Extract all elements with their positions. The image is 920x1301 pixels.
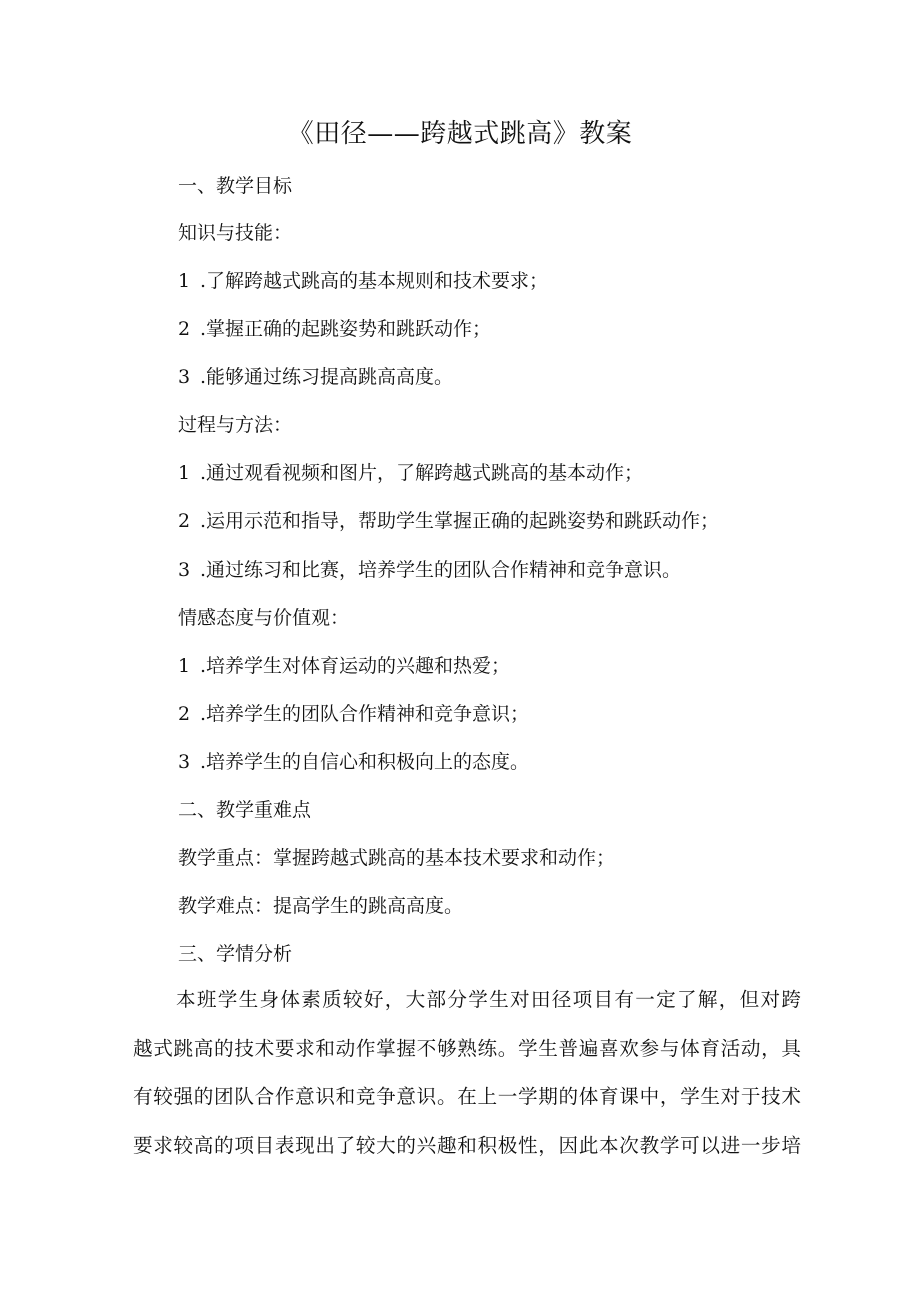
key-point-line: 教学重点：掌握跨越式跳高的基本技术要求和动作； xyxy=(178,847,616,869)
knowledge-item-1 xyxy=(178,268,548,294)
item-number: 2 xyxy=(178,318,191,340)
item-text: .掌握正确的起跳姿势和跳跃动作； xyxy=(200,318,492,340)
subheading-knowledge-skills: 知识与技能： xyxy=(178,222,293,244)
learner-analysis-paragraph xyxy=(133,976,801,1170)
item-number: 1 xyxy=(178,655,191,677)
knowledge-item-3 xyxy=(178,364,453,390)
item-text: .通过练习和比赛，培养学生的团队合作精神和竞争意识。 xyxy=(200,559,682,581)
process-item-1 xyxy=(178,460,643,486)
item-text: .培养学生的自信心和积极向上的态度。 xyxy=(200,751,530,773)
item-text: .运用示范和指导，帮助学生掌握正确的起跳姿势和跳跃动作； xyxy=(200,510,720,532)
subheading-emotion-values: 情感态度与价值观： xyxy=(178,607,350,629)
item-number: 3 xyxy=(178,751,191,773)
section-heading-objectives: 一、教学目标 xyxy=(178,175,293,197)
section-heading-key-difficult: 二、教学重难点 xyxy=(178,799,312,821)
paragraph-line-4: 要求较高的项目表现出了较大的兴趣和积极性，因此本次教学可以进一步培 xyxy=(133,1133,801,1157)
paragraph-line-2: 越式跳高的技术要求和动作掌握不够熟练。学生普遍喜欢参与体育活动，具 xyxy=(133,1036,801,1060)
item-text: .培养学生对体育运动的兴趣和热爱； xyxy=(200,655,511,677)
item-number: 2 xyxy=(178,510,191,532)
paragraph-line-1: 本班学生身体素质较好，大部分学生对田径项目有一定了解，但对跨 xyxy=(176,988,801,1011)
process-item-2 xyxy=(178,508,719,534)
item-text: .能够通过练习提高跳高高度。 xyxy=(200,366,454,388)
section-heading-learner-analysis: 三、学情分析 xyxy=(178,943,293,965)
emotion-item-1 xyxy=(178,653,510,679)
item-number: 2 xyxy=(178,703,191,725)
subheading-process-methods: 过程与方法： xyxy=(178,414,293,436)
paragraph-line-3: 有较强的团队合作意识和竞争意识。在上一学期的体育课中，学生对于技术 xyxy=(133,1085,801,1108)
item-number: 1 xyxy=(178,462,191,484)
item-number: 3 xyxy=(178,559,191,581)
item-text: .了解跨越式跳高的基本规则和技术要求； xyxy=(200,270,549,292)
process-item-3 xyxy=(178,557,681,583)
emotion-item-2 xyxy=(178,701,529,727)
emotion-item-3 xyxy=(178,749,529,775)
page-title: 《田径——跨越式跳高》教案 xyxy=(287,119,633,149)
knowledge-item-2 xyxy=(178,316,491,342)
item-number: 3 xyxy=(178,366,191,388)
difficult-point-line: 教学难点：提高学生的跳高高度。 xyxy=(178,895,464,917)
item-text: .通过观看视频和图片，了解跨越式跳高的基本动作； xyxy=(200,462,644,484)
item-number: 1 xyxy=(178,270,191,292)
item-text: .培养学生的团队合作精神和竞争意识； xyxy=(200,703,530,725)
